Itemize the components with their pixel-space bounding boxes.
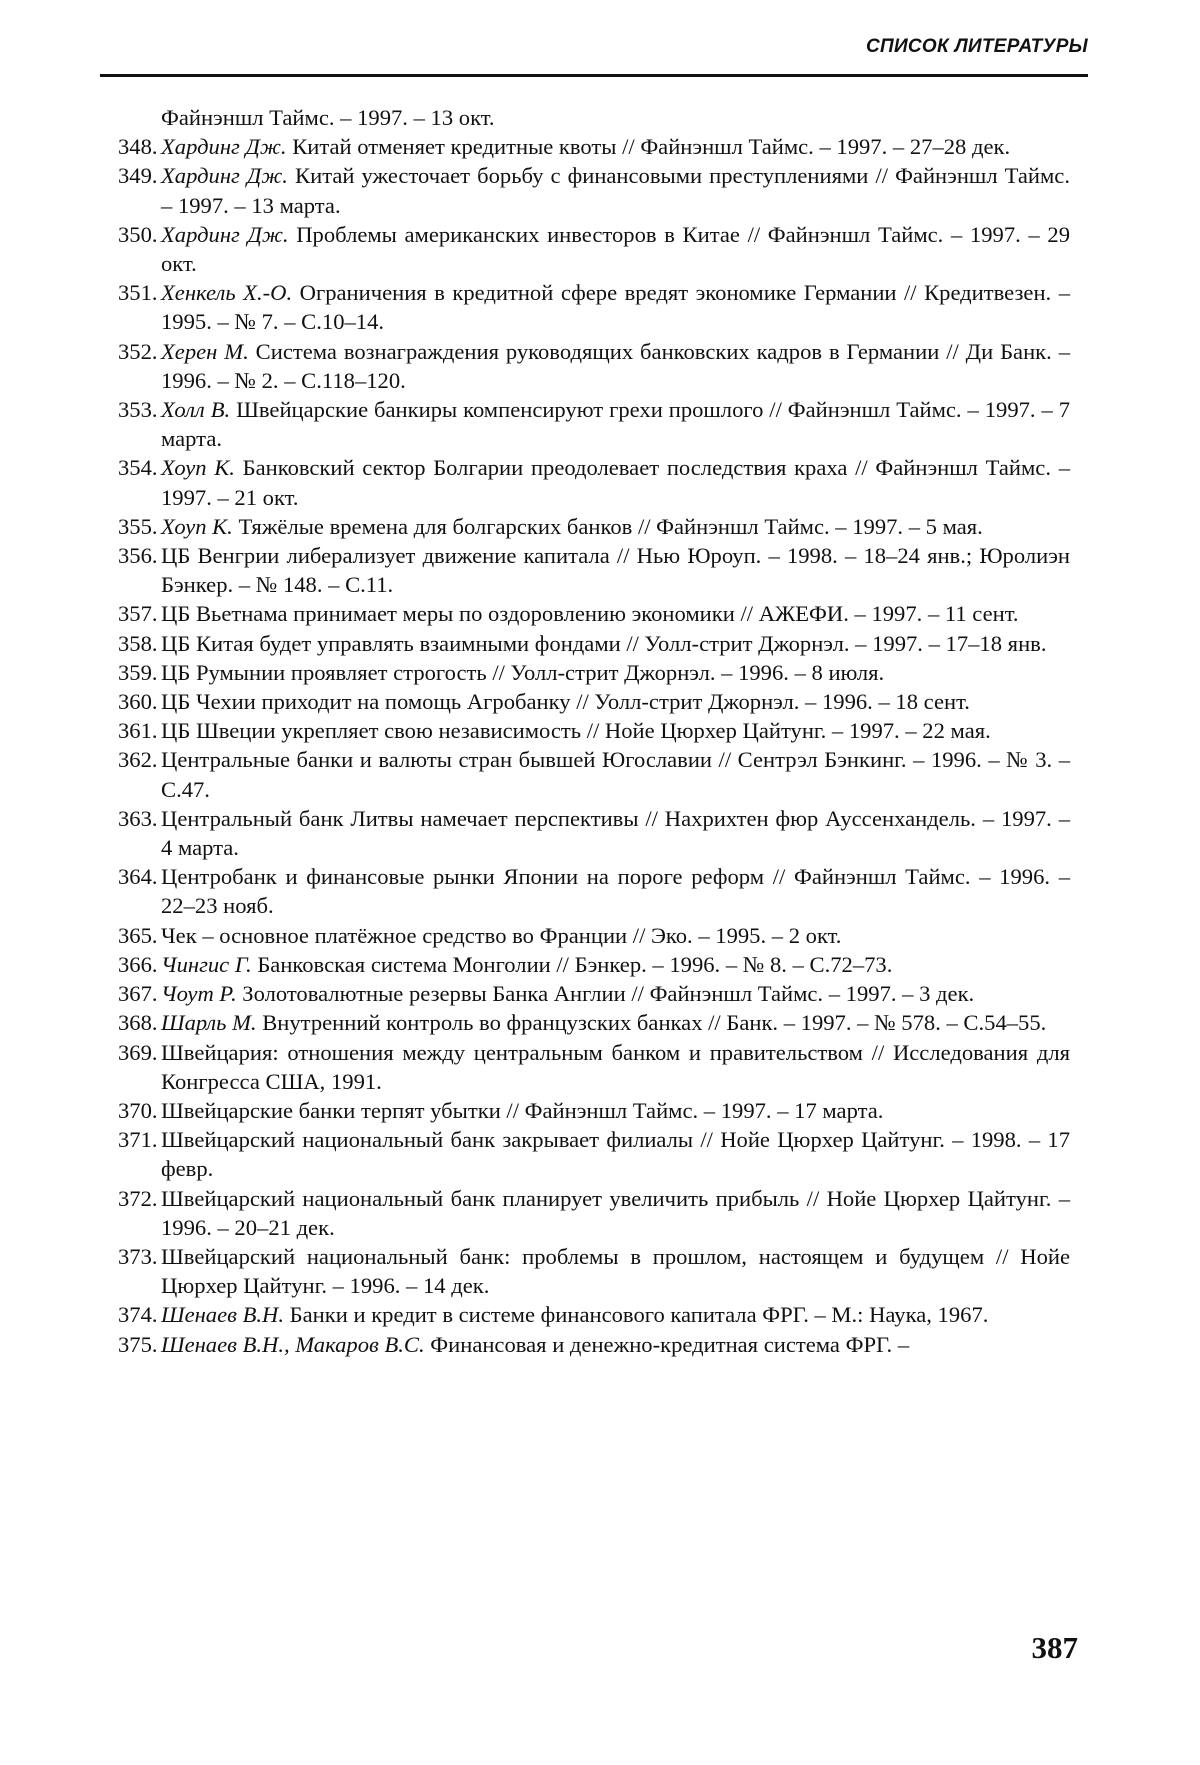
entry-text: Тяжёлые времена для болгарских банков // Файнэншл Таймс. – 1997. – 5 мая. [238, 513, 983, 539]
reference-entry [118, 599, 1070, 628]
entry-text: Чек – основное платёжное средство во Франции // Эко. – 1995. – 2 окт. [161, 922, 842, 948]
reference-entry [118, 745, 1070, 803]
reference-entry [118, 220, 1070, 278]
reference-entry [118, 1008, 1070, 1037]
entry-author: Хоуп К. [161, 513, 233, 539]
entry-text: Швейцарские банкиры компенсируют грехи прошлого // Файнэншл Таймс. – 1997. – 7 марта. [161, 397, 1071, 452]
entry-author: Шарль М. [161, 1010, 257, 1036]
continued-entry: Файнэншл Таймс. – 1997. – 13 окт. [161, 105, 495, 130]
entry-text: ЦБ Венгрии либерализует движение капитала // Нью Юроуп. – 1998. – 18–24 янв.; Юролиэн Бэнкер. – № 148. – С.11. [161, 543, 1070, 598]
entry-text: Система вознаграждения руководящих банковских кадров в Германии // Ди Банк. – 1996. – № 2. – С.118–120. [161, 338, 1070, 393]
entry-number: 371. [118, 1127, 158, 1153]
entry-text: Китай отменяет кредитные квоты // Файнэншл Таймс. – 1997. – 27–28 дек. [292, 134, 1011, 160]
entry-number: 349. [118, 163, 158, 189]
running-header: СПИСОК ЛИТЕРАТУРЫ [865, 36, 1088, 57]
entry-text: Золотовалютные резервы Банка Англии // Файнэншл Таймс. – 1997. – 3 дек. [242, 981, 975, 1007]
entry-number: 364. [118, 864, 158, 890]
entry-text: Швейцария: отношения между центральным банком и правительством // Исследования для Конгресса США, 1991. [161, 1039, 1070, 1094]
reference-entry [118, 921, 1070, 950]
entry-text: Банки и кредит в системе финансового капитала ФРГ. – М.: Наука, 1967. [289, 1302, 989, 1328]
entry-number: 352. [118, 338, 158, 364]
entry-number: 370. [118, 1097, 158, 1123]
entry-author: Хардинг Дж. [161, 163, 288, 189]
entry-text: ЦБ Вьетнама принимает меры по оздоровлению экономики // АЖЕФИ. – 1997. – 11 сент. [161, 601, 1019, 627]
entry-author: Холл В. [161, 397, 231, 423]
entry-author: Хардинг Дж. [161, 134, 287, 160]
entry-text: Швейцарский национальный банк: проблемы в прошлом, настоящем и будущем // Нойе Цюрхер Цайтунг. – 1996. – 14 дек. [161, 1243, 1070, 1299]
entry-number: 366. [118, 951, 158, 977]
entry-number: 348. [118, 134, 158, 160]
reference-entry [118, 716, 1070, 745]
reference-entry [118, 1096, 1070, 1125]
reference-entry [118, 278, 1070, 336]
reference-entry [118, 658, 1070, 687]
entry-author: Чингис Г. [161, 951, 252, 977]
reference-entry [118, 1184, 1070, 1242]
entry-author: Херен М. [161, 338, 249, 364]
entry-author: Хардинг Дж. [161, 221, 289, 247]
entry-number: 369. [118, 1039, 158, 1065]
reference-entry [118, 453, 1070, 511]
page-number: 387 [1031, 1630, 1078, 1665]
entry-text: Внутренний контроль во французских банках // Банк. – 1997. – № 578. – С.54–55. [262, 1010, 1047, 1036]
reference-entry [118, 950, 1070, 979]
entry-text: ЦБ Швеции укрепляет свою независимость // Нойе Цюрхер Цайтунг. – 1997. – 22 мая. [161, 718, 991, 744]
entry-number: 367. [118, 981, 158, 1007]
entry-number: 363. [118, 805, 158, 831]
reference-entry [118, 1125, 1070, 1183]
entry-text: Швейцарские банки терпят убытки // Файнэншл Таймс. – 1997. – 17 марта. [161, 1097, 884, 1123]
entry-text: ЦБ Чехии приходит на помощь Агробанку // Уолл-стрит Джорнэл. – 1996. – 18 сент. [161, 689, 970, 715]
entry-text: Швейцарский национальный банк закрывает филиалы // Нойе Цюрхер Цайтунг. – 1998. – 17 февр. [161, 1127, 1070, 1182]
entry-text: Финансовая и денежно-кредитная система ФРГ. – [430, 1331, 910, 1357]
entry-text: ЦБ Румынии проявляет строгость // Уолл-стрит Джорнэл. – 1996. – 8 июля. [161, 659, 885, 685]
entry-text: Центральный банк Литвы намечает перспективы // Нахрихтен фюр Ауссенхандель. – 1997. – 4 марта. [161, 805, 1070, 861]
reference-entry [118, 512, 1070, 541]
reference-entry [118, 395, 1070, 453]
entry-number: 356. [118, 543, 158, 569]
entry-number: 362. [118, 747, 158, 773]
reference-entry [118, 687, 1070, 716]
entry-number: 372. [118, 1185, 158, 1211]
entry-number: 359. [118, 659, 158, 685]
entry-author: Хоуп К. [161, 455, 235, 481]
entry-number: 354. [118, 455, 158, 481]
entry-text: Центральные банки и валюты стран бывшей Югославии // Сентрэл Бэнкинг. – 1996. – № 3. – С.47. [161, 747, 1070, 802]
reference-entry [118, 132, 1070, 161]
entry-text: Центробанк и финансовые рынки Японии на пороге реформ // Файнэншл Таймс. – 1996. – 22–23 нояб. [161, 864, 1070, 919]
entry-number: 360. [118, 689, 158, 715]
entry-number: 358. [118, 630, 158, 656]
entry-number: 373. [118, 1243, 158, 1269]
entry-text: Китай ужесточает борьбу с финансовыми преступлениями // Файнэншл Таймс. – 1997. – 13 марта. [161, 163, 1070, 218]
reference-entry [118, 862, 1070, 920]
entry-number: 355. [118, 513, 158, 539]
entry-text: Швейцарский национальный банк планирует увеличить прибыль // Нойе Цюрхер Цайтунг. – 1996. – 20–21 дек. [161, 1185, 1070, 1240]
entry-text: Банковский сектор Болгарии преодолевает последствия краха // Файнэншл Таймс. – 1997. – 21 окт. [161, 455, 1071, 510]
entry-number: 361. [118, 718, 158, 744]
entry-author: Шенаев В.Н., Макаров В.С. [161, 1331, 425, 1357]
reference-entry [118, 1330, 1070, 1359]
entry-text: Банковская система Монголии // Бэнкер. – 1996. – № 8. – С.72–73. [257, 951, 893, 977]
entry-number: 375. [118, 1331, 158, 1357]
reference-entry [118, 337, 1070, 395]
entry-text: ЦБ Китая будет управлять взаимными фондами // Уолл-стрит Джорнэл. – 1997. – 17–18 янв. [161, 630, 1047, 656]
reference-entry [118, 979, 1070, 1008]
entry-author: Шенаев В.Н. [161, 1302, 284, 1328]
entry-number: 357. [118, 601, 158, 627]
reference-list [118, 103, 1070, 1359]
entry-number: 351. [118, 280, 158, 306]
reference-entry [118, 1242, 1070, 1300]
reference-entry [118, 541, 1070, 599]
reference-entry [118, 1300, 1070, 1329]
entry-number: 353. [118, 397, 158, 423]
reference-entry [118, 1038, 1070, 1096]
entry-text: Ограничения в кредитной сфере вредят экономике Германии // Кредитвезен. – 1995. – № 7. – С.10–14. [161, 280, 1070, 335]
entry-number: 350. [118, 221, 158, 247]
entry-number: 368. [118, 1010, 158, 1036]
header-rule [100, 74, 1088, 77]
reference-entry [118, 161, 1070, 219]
entry-author: Хенкель Х.-О. [161, 280, 293, 306]
reference-entry [118, 629, 1070, 658]
reference-entry [118, 804, 1070, 862]
entry-author: Чоут Р. [161, 981, 237, 1007]
entry-number: 365. [118, 922, 158, 948]
entry-text: Проблемы американских инвесторов в Китае // Файнэншл Таймс. – 1997. – 29 окт. [161, 221, 1070, 277]
entry-number: 374. [118, 1302, 158, 1328]
